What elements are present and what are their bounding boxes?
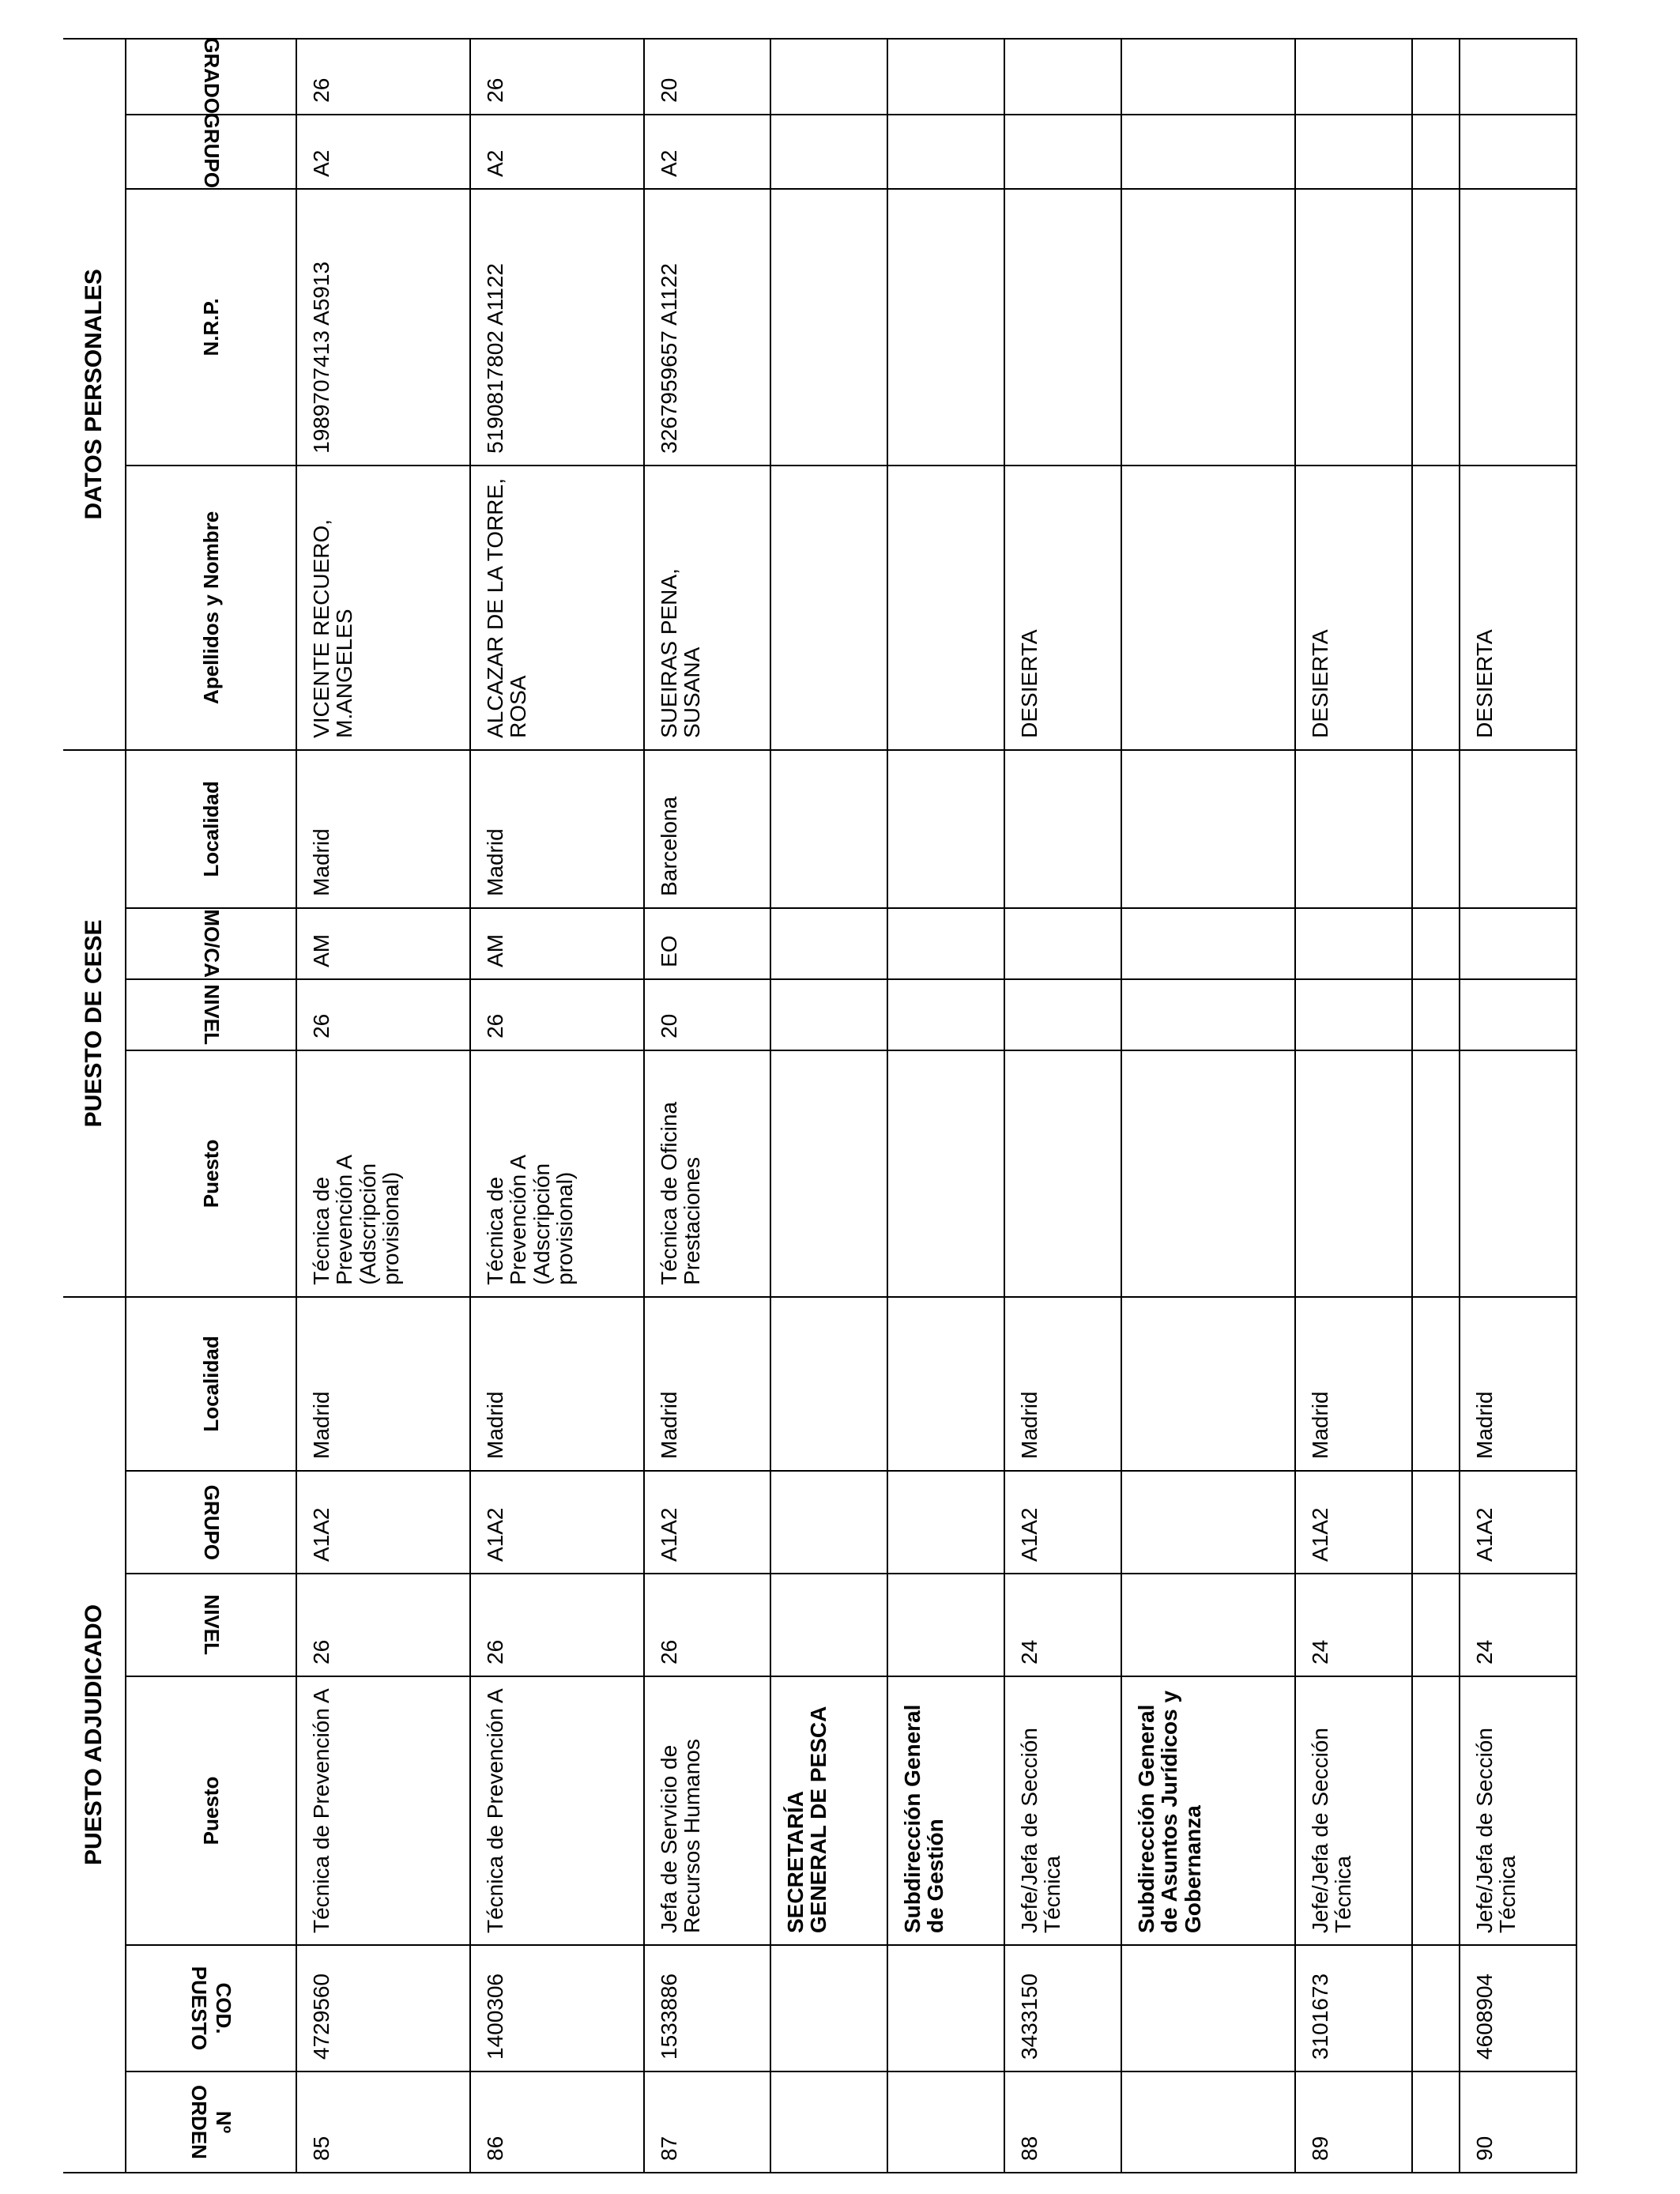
- col-header-grupo: GRUPO: [126, 1471, 296, 1574]
- cell-cese-nivel: 20: [644, 979, 770, 1050]
- table-row: [1295, 39, 1412, 2173]
- cell-cod: 4608904: [1460, 1945, 1576, 2071]
- rotated-page: [63, 37, 1520, 2173]
- cell-grupo: A1A2: [470, 1471, 644, 1574]
- cell-personal-grupo: A2: [644, 115, 770, 189]
- cell-cese-moca: [1460, 908, 1576, 979]
- cell-personal-grupo: A2: [296, 115, 470, 189]
- cell-cod: 1533886: [644, 1945, 770, 2071]
- cell-cese-moca: AM: [296, 908, 470, 979]
- cell-cese-moca: [1295, 908, 1412, 979]
- cell-nombre: DESIERTA: [1004, 466, 1121, 750]
- cell-puesto: Técnica de Prevención A: [470, 1676, 644, 1945]
- cell-cese-puesto: Técnica de Prevención A (Adscripción provisional): [296, 1050, 470, 1297]
- cell-grupo: A1A2: [1004, 1471, 1121, 1574]
- table-row: [1460, 39, 1576, 2173]
- section-title: Subdirección General de Asuntos Jurídicos y Gobernanza: [1121, 1676, 1295, 1945]
- section-row: [770, 39, 887, 2173]
- col-header-localidad: Localidad: [126, 1297, 296, 1471]
- cell-cese-localidad: Barcelona: [644, 750, 770, 908]
- cell-localidad: Madrid: [644, 1297, 770, 1471]
- cell-nrp: 1989707413 A5913: [296, 189, 470, 466]
- section-row: [1121, 39, 1295, 2173]
- cell-cese-puesto: [1460, 1050, 1576, 1297]
- cell-nrp: [1004, 189, 1121, 466]
- group-header-cese: PUESTO DE CESE: [63, 750, 126, 1297]
- cell-cod: 3433150: [1004, 1945, 1121, 2071]
- cell-cese-puesto: Técnica de Oficina Prestaciones: [644, 1050, 770, 1297]
- cell-puesto: Jefa de Servicio de Recursos Humanos: [644, 1676, 770, 1945]
- col-header-orden: Nº ORDEN: [126, 2071, 296, 2173]
- cell-cese-puesto: [1295, 1050, 1412, 1297]
- cell-orden: 88: [1004, 2071, 1121, 2173]
- cell-localidad: Madrid: [1460, 1297, 1576, 1471]
- table-row: [644, 39, 770, 2173]
- cell-cod: 1400306: [470, 1945, 644, 2071]
- cell-cese-moca: EO: [644, 908, 770, 979]
- cell-cese-moca: [1004, 908, 1121, 979]
- col-header-personal-grado: GRADO: [126, 39, 296, 115]
- cell-cese-moca: AM: [470, 908, 644, 979]
- cell-nombre: SUEIRAS PENA, SUSANA: [644, 466, 770, 750]
- cell-cese-nivel: 26: [296, 979, 470, 1050]
- cell-nivel: 26: [296, 1574, 470, 1676]
- cell-cese-nivel: 26: [470, 979, 644, 1050]
- cell-localidad: Madrid: [296, 1297, 470, 1471]
- cell-grupo: A1A2: [644, 1471, 770, 1574]
- cell-cese-localidad: [1460, 750, 1576, 908]
- cell-grupo: A1A2: [1295, 1471, 1412, 1574]
- cell-personal-grado: 26: [470, 39, 644, 115]
- table-row: [1004, 39, 1121, 2173]
- cell-nivel: 26: [644, 1574, 770, 1676]
- col-header-cese-localidad: Localidad: [126, 750, 296, 908]
- table-row: [470, 39, 644, 2173]
- cell-nrp: [1460, 189, 1576, 466]
- group-header-personales: DATOS PERSONALES: [63, 39, 126, 750]
- cell-cese-localidad: Madrid: [296, 750, 470, 908]
- cell-personal-grado: 26: [296, 39, 470, 115]
- table-row: [296, 39, 470, 2173]
- cell-cese-localidad: Madrid: [470, 750, 644, 908]
- cell-cese-nivel: [1295, 979, 1412, 1050]
- cell-personal-grado: [1004, 39, 1121, 115]
- cell-nrp: 5190817802 A1122: [470, 189, 644, 466]
- cell-personal-grado: 20: [644, 39, 770, 115]
- section-row: [887, 39, 1004, 2173]
- cell-orden: 89: [1295, 2071, 1412, 2173]
- cell-nivel: 24: [1004, 1574, 1121, 1676]
- cell-nombre: ALCAZAR DE LA TORRE, ROSA: [470, 466, 644, 750]
- col-header-nivel: NIVEL: [126, 1574, 296, 1676]
- cell-nrp: [1295, 189, 1412, 466]
- col-header-puesto: Puesto: [126, 1676, 296, 1945]
- cell-grupo: A1A2: [296, 1471, 470, 1574]
- group-header-adjudicado: PUESTO ADJUDICADO: [63, 1297, 126, 2173]
- cell-personal-grupo: A2: [470, 115, 644, 189]
- cell-cod: 4729560: [296, 1945, 470, 2071]
- adjudication-table: [63, 38, 1577, 2173]
- col-header-cese-puesto: Puesto: [126, 1050, 296, 1297]
- col-header-cese-nivel: NIVEL: [126, 979, 296, 1050]
- cell-cese-puesto: Técnica de Prevención A (Adscripción provisional): [470, 1050, 644, 1297]
- col-header-nrp: N.R.P.: [126, 189, 296, 466]
- cell-orden: 85: [296, 2071, 470, 2173]
- cell-cese-nivel: [1004, 979, 1121, 1050]
- cell-personal-grado: [1460, 39, 1576, 115]
- section-title: Subdirección General de Gestión: [887, 1676, 1004, 1945]
- cell-nombre: VICENTE RECUERO, M.ANGELES: [296, 466, 470, 750]
- cell-puesto: Jefe/Jefa de Sección Técnica: [1295, 1676, 1412, 1945]
- cell-personal-grupo: [1460, 115, 1576, 189]
- cell-nivel: 24: [1460, 1574, 1576, 1676]
- cell-cese-localidad: [1295, 750, 1412, 908]
- cell-orden: 86: [470, 2071, 644, 2173]
- cell-puesto: Técnica de Prevención A: [296, 1676, 470, 1945]
- cell-localidad: Madrid: [470, 1297, 644, 1471]
- cell-personal-grupo: [1295, 115, 1412, 189]
- cell-localidad: Madrid: [1004, 1297, 1121, 1471]
- cell-personal-grado: [1295, 39, 1412, 115]
- cell-puesto: Jefe/Jefa de Sección Técnica: [1004, 1676, 1121, 1945]
- cell-cese-nivel: [1460, 979, 1576, 1050]
- spacer-row: [1412, 39, 1460, 2173]
- cell-grupo: A1A2: [1460, 1471, 1576, 1574]
- cell-nivel: 26: [470, 1574, 644, 1676]
- cell-localidad: Madrid: [1295, 1297, 1412, 1471]
- cell-personal-grupo: [1004, 115, 1121, 189]
- col-header-personal-grupo: GRUPO: [126, 115, 296, 189]
- cell-puesto: Jefe/Jefa de Sección Técnica: [1460, 1676, 1576, 1945]
- cell-cese-puesto: [1004, 1050, 1121, 1297]
- cell-cese-localidad: [1004, 750, 1121, 908]
- cell-nombre: DESIERTA: [1460, 466, 1576, 750]
- col-header-cod-puesto: COD. PUESTO: [126, 1945, 296, 2071]
- cell-nrp: 3267959657 A1122: [644, 189, 770, 466]
- cell-cod: 3101673: [1295, 1945, 1412, 2071]
- cell-nivel: 24: [1295, 1574, 1412, 1676]
- cell-nombre: DESIERTA: [1295, 466, 1412, 750]
- col-header-apellidos: Apellidos y Nombre: [126, 466, 296, 750]
- cell-orden: 90: [1460, 2071, 1576, 2173]
- section-title: SECRETARÍA GENERAL DE PESCA: [770, 1676, 887, 1945]
- cell-orden: 87: [644, 2071, 770, 2173]
- col-header-cese-moca: MO/CA: [126, 908, 296, 979]
